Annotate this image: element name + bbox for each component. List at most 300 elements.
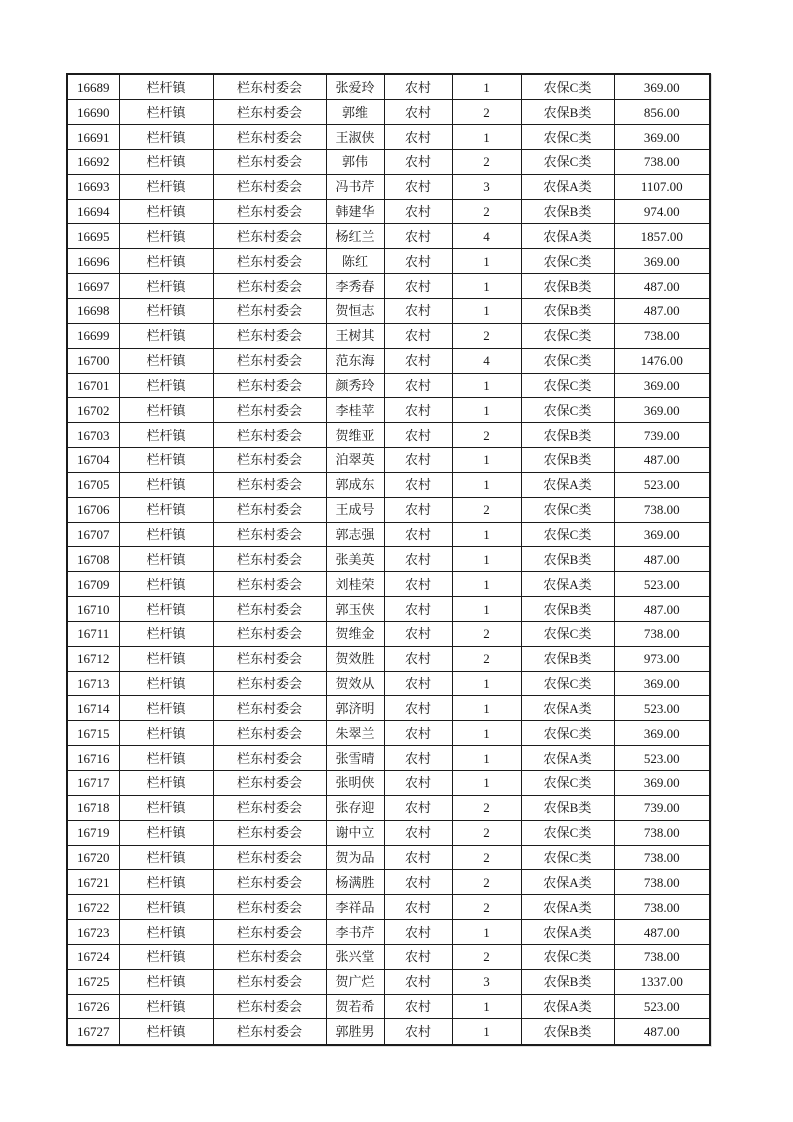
cell-insurance-category: 农保B类 (521, 646, 614, 671)
cell-record-no: 16693 (67, 174, 119, 199)
cell-insurance-category: 农保C类 (521, 348, 614, 373)
cell-village: 栏东村委会 (213, 771, 326, 796)
table-row (67, 845, 710, 870)
table-row (67, 274, 710, 299)
cell-person-count: 2 (452, 845, 521, 870)
cell-person-count: 1 (452, 373, 521, 398)
cell-person-count: 1 (452, 696, 521, 721)
table-row (67, 249, 710, 274)
cell-amount: 1857.00 (614, 224, 710, 249)
cell-insurance-category: 农保C类 (521, 820, 614, 845)
cell-insurance-category: 农保B类 (521, 597, 614, 622)
cell-record-no: 16702 (67, 398, 119, 423)
cell-person-name: 陈红 (326, 249, 384, 274)
cell-amount: 523.00 (614, 994, 710, 1019)
cell-record-no: 16690 (67, 100, 119, 125)
cell-person-count: 1 (452, 994, 521, 1019)
cell-insurance-category: 农保A类 (521, 870, 614, 895)
cell-village: 栏东村委会 (213, 671, 326, 696)
cell-insurance-category: 农保C类 (521, 323, 614, 348)
cell-person-count: 1 (452, 920, 521, 945)
cell-residence-type: 农村 (384, 522, 452, 547)
cell-village: 栏东村委会 (213, 472, 326, 497)
cell-amount: 738.00 (614, 870, 710, 895)
cell-village: 栏东村委会 (213, 621, 326, 646)
cell-record-no: 16727 (67, 1019, 119, 1045)
cell-village: 栏东村委会 (213, 895, 326, 920)
table-row (67, 174, 710, 199)
cell-person-count: 1 (452, 597, 521, 622)
cell-residence-type: 农村 (384, 721, 452, 746)
cell-residence-type: 农村 (384, 1019, 452, 1045)
cell-amount: 369.00 (614, 771, 710, 796)
cell-person-name: 张兴堂 (326, 944, 384, 969)
cell-residence-type: 农村 (384, 572, 452, 597)
cell-amount: 369.00 (614, 74, 710, 100)
cell-town: 栏杆镇 (119, 423, 213, 448)
cell-town: 栏杆镇 (119, 125, 213, 150)
cell-person-count: 1 (452, 1019, 521, 1045)
table-row (67, 671, 710, 696)
cell-record-no: 16695 (67, 224, 119, 249)
table-row (67, 771, 710, 796)
cell-record-no: 16721 (67, 870, 119, 895)
cell-village: 栏东村委会 (213, 348, 326, 373)
cell-village: 栏东村委会 (213, 572, 326, 597)
cell-town: 栏杆镇 (119, 621, 213, 646)
cell-insurance-category: 农保B类 (521, 969, 614, 994)
cell-residence-type: 农村 (384, 845, 452, 870)
cell-insurance-category: 农保A类 (521, 696, 614, 721)
cell-town: 栏杆镇 (119, 696, 213, 721)
table-row (67, 746, 710, 771)
cell-person-name: 杨满胜 (326, 870, 384, 895)
cell-residence-type: 农村 (384, 224, 452, 249)
cell-town: 栏杆镇 (119, 448, 213, 473)
cell-insurance-category: 农保C类 (521, 721, 614, 746)
cell-town: 栏杆镇 (119, 398, 213, 423)
cell-person-name: 贺维亚 (326, 423, 384, 448)
cell-record-no: 16703 (67, 423, 119, 448)
cell-person-name: 杨红兰 (326, 224, 384, 249)
cell-person-name: 颜秀玲 (326, 373, 384, 398)
cell-person-name: 贺效胜 (326, 646, 384, 671)
cell-residence-type: 农村 (384, 597, 452, 622)
cell-residence-type: 农村 (384, 149, 452, 174)
cell-amount: 487.00 (614, 298, 710, 323)
cell-town: 栏杆镇 (119, 348, 213, 373)
cell-amount: 369.00 (614, 249, 710, 274)
cell-village: 栏东村委会 (213, 522, 326, 547)
cell-record-no: 16723 (67, 920, 119, 945)
table-row (67, 696, 710, 721)
cell-village: 栏东村委会 (213, 448, 326, 473)
cell-person-name: 贺为品 (326, 845, 384, 870)
cell-residence-type: 农村 (384, 497, 452, 522)
cell-insurance-category: 农保A类 (521, 920, 614, 945)
cell-record-no: 16716 (67, 746, 119, 771)
cell-town: 栏杆镇 (119, 944, 213, 969)
cell-town: 栏杆镇 (119, 298, 213, 323)
cell-insurance-category: 农保B类 (521, 423, 614, 448)
cell-person-name: 李祥品 (326, 895, 384, 920)
cell-village: 栏东村委会 (213, 696, 326, 721)
cell-person-count: 1 (452, 125, 521, 150)
cell-person-name: 郭成东 (326, 472, 384, 497)
cell-village: 栏东村委会 (213, 870, 326, 895)
cell-residence-type: 农村 (384, 895, 452, 920)
cell-village: 栏东村委会 (213, 149, 326, 174)
cell-amount: 738.00 (614, 149, 710, 174)
cell-amount: 369.00 (614, 125, 710, 150)
cell-person-count: 4 (452, 348, 521, 373)
cell-town: 栏杆镇 (119, 1019, 213, 1045)
cell-insurance-category: 农保C类 (521, 621, 614, 646)
cell-person-name: 贺广烂 (326, 969, 384, 994)
cell-insurance-category: 农保B类 (521, 448, 614, 473)
cell-town: 栏杆镇 (119, 969, 213, 994)
table-row (67, 895, 710, 920)
cell-residence-type: 农村 (384, 274, 452, 299)
cell-residence-type: 农村 (384, 174, 452, 199)
cell-person-count: 1 (452, 547, 521, 572)
cell-town: 栏杆镇 (119, 746, 213, 771)
cell-insurance-category: 农保B类 (521, 199, 614, 224)
cell-person-count: 2 (452, 870, 521, 895)
table-row (67, 448, 710, 473)
cell-town: 栏杆镇 (119, 795, 213, 820)
cell-person-count: 1 (452, 249, 521, 274)
cell-record-no: 16705 (67, 472, 119, 497)
cell-person-count: 1 (452, 522, 521, 547)
table-row (67, 423, 710, 448)
table-row (67, 820, 710, 845)
cell-insurance-category: 农保C类 (521, 671, 614, 696)
cell-village: 栏东村委会 (213, 323, 326, 348)
cell-person-count: 1 (452, 274, 521, 299)
cell-amount: 369.00 (614, 522, 710, 547)
table-row (67, 398, 710, 423)
cell-insurance-category: 农保B类 (521, 795, 614, 820)
cell-person-name: 贺效从 (326, 671, 384, 696)
cell-town: 栏杆镇 (119, 721, 213, 746)
cell-town: 栏杆镇 (119, 870, 213, 895)
table-row (67, 870, 710, 895)
cell-person-name: 郭维 (326, 100, 384, 125)
cell-amount: 369.00 (614, 398, 710, 423)
cell-residence-type: 农村 (384, 870, 452, 895)
cell-town: 栏杆镇 (119, 771, 213, 796)
cell-insurance-category: 农保A类 (521, 174, 614, 199)
cell-record-no: 16698 (67, 298, 119, 323)
cell-town: 栏杆镇 (119, 646, 213, 671)
cell-amount: 369.00 (614, 721, 710, 746)
cell-village: 栏东村委会 (213, 298, 326, 323)
cell-person-name: 谢中立 (326, 820, 384, 845)
cell-amount: 523.00 (614, 572, 710, 597)
cell-village: 栏东村委会 (213, 249, 326, 274)
cell-town: 栏杆镇 (119, 920, 213, 945)
cell-record-no: 16724 (67, 944, 119, 969)
cell-village: 栏东村委会 (213, 224, 326, 249)
cell-record-no: 16718 (67, 795, 119, 820)
table-row (67, 224, 710, 249)
cell-person-count: 2 (452, 646, 521, 671)
cell-residence-type: 农村 (384, 944, 452, 969)
table-row (67, 472, 710, 497)
cell-amount: 973.00 (614, 646, 710, 671)
payment-table (66, 73, 711, 1046)
cell-person-count: 1 (452, 448, 521, 473)
cell-town: 栏杆镇 (119, 100, 213, 125)
cell-town: 栏杆镇 (119, 249, 213, 274)
cell-amount: 738.00 (614, 621, 710, 646)
cell-residence-type: 农村 (384, 621, 452, 646)
cell-village: 栏东村委会 (213, 74, 326, 100)
cell-town: 栏杆镇 (119, 895, 213, 920)
cell-residence-type: 农村 (384, 373, 452, 398)
cell-town: 栏杆镇 (119, 671, 213, 696)
cell-town: 栏杆镇 (119, 149, 213, 174)
cell-record-no: 16715 (67, 721, 119, 746)
cell-person-count: 1 (452, 298, 521, 323)
cell-record-no: 16725 (67, 969, 119, 994)
cell-person-count: 1 (452, 74, 521, 100)
table-row (67, 348, 710, 373)
cell-village: 栏东村委会 (213, 795, 326, 820)
cell-insurance-category: 农保C类 (521, 771, 614, 796)
cell-person-name: 泊翠英 (326, 448, 384, 473)
cell-person-count: 3 (452, 174, 521, 199)
cell-village: 栏东村委会 (213, 746, 326, 771)
cell-amount: 1476.00 (614, 348, 710, 373)
cell-insurance-category: 农保C类 (521, 845, 614, 870)
table-row (67, 497, 710, 522)
cell-person-count: 2 (452, 323, 521, 348)
cell-insurance-category: 农保C类 (521, 125, 614, 150)
cell-person-count: 1 (452, 671, 521, 696)
cell-amount: 487.00 (614, 597, 710, 622)
cell-person-name: 李秀春 (326, 274, 384, 299)
cell-insurance-category: 农保A类 (521, 224, 614, 249)
table-row (67, 1019, 710, 1045)
cell-insurance-category: 农保C类 (521, 522, 614, 547)
cell-person-name: 张美英 (326, 547, 384, 572)
cell-residence-type: 农村 (384, 448, 452, 473)
cell-amount: 738.00 (614, 845, 710, 870)
cell-insurance-category: 农保A类 (521, 746, 614, 771)
cell-insurance-category: 农保C类 (521, 944, 614, 969)
cell-amount: 523.00 (614, 746, 710, 771)
cell-amount: 487.00 (614, 920, 710, 945)
cell-person-count: 2 (452, 423, 521, 448)
cell-town: 栏杆镇 (119, 323, 213, 348)
cell-person-count: 1 (452, 771, 521, 796)
cell-residence-type: 农村 (384, 820, 452, 845)
cell-person-count: 2 (452, 621, 521, 646)
cell-amount: 739.00 (614, 795, 710, 820)
cell-amount: 487.00 (614, 274, 710, 299)
cell-record-no: 16694 (67, 199, 119, 224)
cell-amount: 856.00 (614, 100, 710, 125)
cell-residence-type: 农村 (384, 423, 452, 448)
cell-residence-type: 农村 (384, 771, 452, 796)
cell-person-name: 范东海 (326, 348, 384, 373)
cell-amount: 1107.00 (614, 174, 710, 199)
cell-person-name: 刘桂荣 (326, 572, 384, 597)
cell-record-no: 16712 (67, 646, 119, 671)
cell-village: 栏东村委会 (213, 423, 326, 448)
cell-residence-type: 农村 (384, 398, 452, 423)
cell-insurance-category: 农保A类 (521, 994, 614, 1019)
cell-amount: 739.00 (614, 423, 710, 448)
cell-record-no: 16710 (67, 597, 119, 622)
cell-residence-type: 农村 (384, 696, 452, 721)
cell-village: 栏东村委会 (213, 920, 326, 945)
cell-insurance-category: 农保A类 (521, 472, 614, 497)
cell-insurance-category: 农保B类 (521, 274, 614, 299)
cell-amount: 487.00 (614, 1019, 710, 1045)
cell-amount: 738.00 (614, 944, 710, 969)
cell-person-count: 1 (452, 472, 521, 497)
cell-insurance-category: 农保C类 (521, 497, 614, 522)
table-row (67, 199, 710, 224)
cell-residence-type: 农村 (384, 994, 452, 1019)
cell-amount: 523.00 (614, 696, 710, 721)
cell-residence-type: 农村 (384, 298, 452, 323)
cell-residence-type: 农村 (384, 671, 452, 696)
cell-village: 栏东村委会 (213, 547, 326, 572)
cell-amount: 487.00 (614, 448, 710, 473)
cell-residence-type: 农村 (384, 795, 452, 820)
cell-village: 栏东村委会 (213, 398, 326, 423)
cell-record-no: 16722 (67, 895, 119, 920)
cell-person-name: 冯书芹 (326, 174, 384, 199)
cell-person-count: 2 (452, 944, 521, 969)
cell-person-count: 3 (452, 969, 521, 994)
cell-person-count: 2 (452, 149, 521, 174)
cell-town: 栏杆镇 (119, 274, 213, 299)
cell-town: 栏杆镇 (119, 994, 213, 1019)
cell-record-no: 16709 (67, 572, 119, 597)
cell-person-name: 郭志强 (326, 522, 384, 547)
cell-insurance-category: 农保B类 (521, 547, 614, 572)
cell-residence-type: 农村 (384, 472, 452, 497)
cell-amount: 738.00 (614, 895, 710, 920)
cell-amount: 523.00 (614, 472, 710, 497)
cell-person-name: 王成号 (326, 497, 384, 522)
cell-village: 栏东村委会 (213, 373, 326, 398)
cell-person-count: 2 (452, 497, 521, 522)
cell-person-name: 郭胜男 (326, 1019, 384, 1045)
cell-residence-type: 农村 (384, 547, 452, 572)
cell-person-count: 2 (452, 199, 521, 224)
cell-town: 栏杆镇 (119, 522, 213, 547)
cell-insurance-category: 农保C类 (521, 398, 614, 423)
cell-insurance-category: 农保B类 (521, 100, 614, 125)
cell-record-no: 16699 (67, 323, 119, 348)
cell-amount: 738.00 (614, 497, 710, 522)
cell-person-count: 2 (452, 100, 521, 125)
table-row (67, 920, 710, 945)
table-row (67, 74, 710, 100)
cell-person-count: 2 (452, 795, 521, 820)
cell-village: 栏东村委会 (213, 944, 326, 969)
cell-insurance-category: 农保B类 (521, 1019, 614, 1045)
cell-town: 栏杆镇 (119, 597, 213, 622)
cell-village: 栏东村委会 (213, 100, 326, 125)
cell-person-name: 贺恒志 (326, 298, 384, 323)
cell-record-no: 16691 (67, 125, 119, 150)
cell-village: 栏东村委会 (213, 646, 326, 671)
cell-village: 栏东村委会 (213, 597, 326, 622)
cell-town: 栏杆镇 (119, 845, 213, 870)
cell-record-no: 16706 (67, 497, 119, 522)
table-row (67, 373, 710, 398)
cell-town: 栏杆镇 (119, 497, 213, 522)
table-row (67, 646, 710, 671)
cell-village: 栏东村委会 (213, 969, 326, 994)
cell-village: 栏东村委会 (213, 845, 326, 870)
cell-amount: 487.00 (614, 547, 710, 572)
cell-insurance-category: 农保A类 (521, 572, 614, 597)
cell-person-name: 张雪晴 (326, 746, 384, 771)
cell-person-name: 朱翠兰 (326, 721, 384, 746)
cell-residence-type: 农村 (384, 323, 452, 348)
cell-residence-type: 农村 (384, 125, 452, 150)
cell-person-name: 贺维金 (326, 621, 384, 646)
table-row (67, 721, 710, 746)
cell-person-name: 李书芹 (326, 920, 384, 945)
cell-residence-type: 农村 (384, 920, 452, 945)
cell-residence-type: 农村 (384, 74, 452, 100)
cell-record-no: 16689 (67, 74, 119, 100)
cell-amount: 369.00 (614, 671, 710, 696)
cell-residence-type: 农村 (384, 249, 452, 274)
cell-person-name: 王淑侠 (326, 125, 384, 150)
cell-person-count: 1 (452, 572, 521, 597)
cell-residence-type: 农村 (384, 746, 452, 771)
table-row (67, 100, 710, 125)
cell-town: 栏杆镇 (119, 224, 213, 249)
cell-village: 栏东村委会 (213, 721, 326, 746)
cell-residence-type: 农村 (384, 199, 452, 224)
cell-town: 栏杆镇 (119, 199, 213, 224)
cell-person-name: 郭伟 (326, 149, 384, 174)
table-row (67, 547, 710, 572)
cell-town: 栏杆镇 (119, 174, 213, 199)
table-row (67, 149, 710, 174)
cell-village: 栏东村委会 (213, 1019, 326, 1045)
cell-person-name: 郭玉侠 (326, 597, 384, 622)
cell-record-no: 16713 (67, 671, 119, 696)
table-row (67, 621, 710, 646)
cell-person-name: 李桂苹 (326, 398, 384, 423)
cell-town: 栏杆镇 (119, 74, 213, 100)
cell-person-name: 张明侠 (326, 771, 384, 796)
cell-village: 栏东村委会 (213, 174, 326, 199)
cell-village: 栏东村委会 (213, 199, 326, 224)
cell-residence-type: 农村 (384, 969, 452, 994)
cell-record-no: 16719 (67, 820, 119, 845)
cell-village: 栏东村委会 (213, 994, 326, 1019)
cell-insurance-category: 农保A类 (521, 895, 614, 920)
cell-residence-type: 农村 (384, 100, 452, 125)
cell-residence-type: 农村 (384, 348, 452, 373)
cell-village: 栏东村委会 (213, 125, 326, 150)
cell-insurance-category: 农保C类 (521, 149, 614, 174)
cell-person-count: 1 (452, 746, 521, 771)
